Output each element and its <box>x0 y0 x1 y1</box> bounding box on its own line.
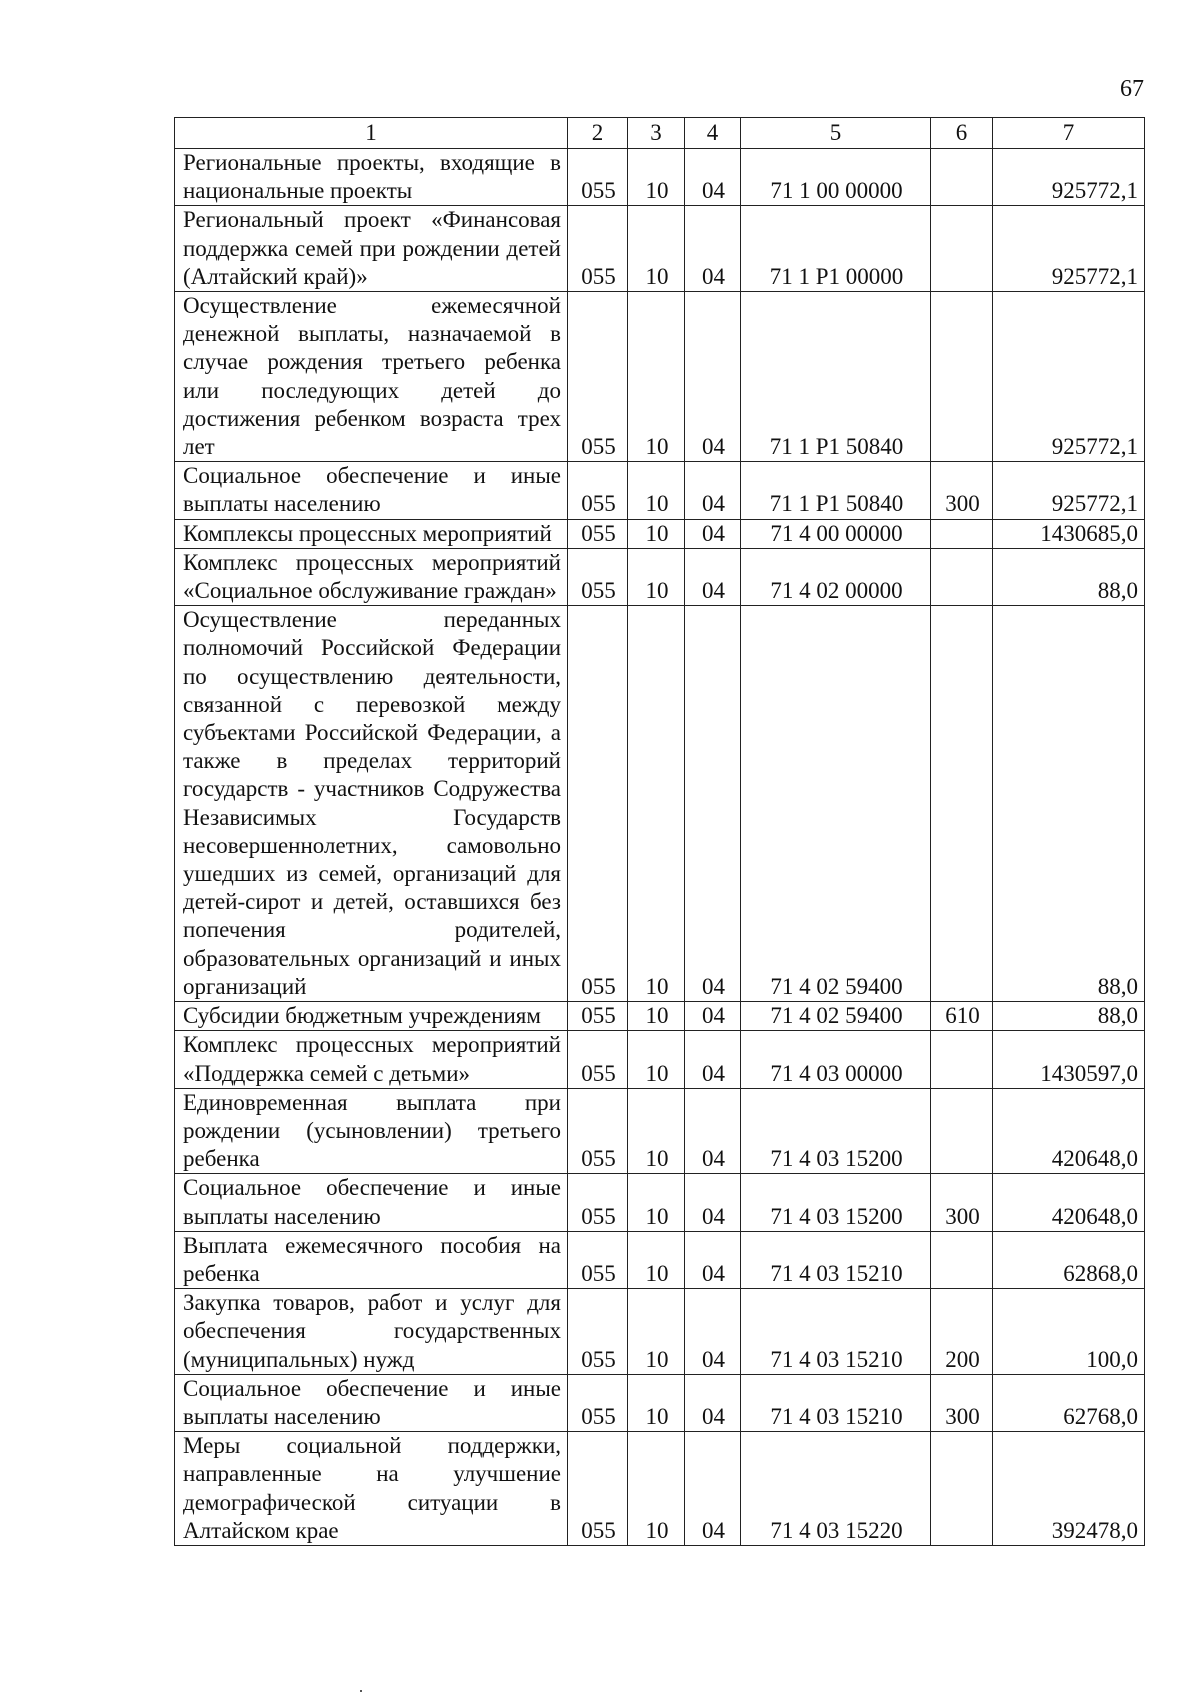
amount: 420648,0 <box>993 1174 1145 1231</box>
expense-type-code <box>931 606 993 1002</box>
target-article-code: 71 1 00 00000 <box>741 149 931 206</box>
target-article-code: 71 4 00 00000 <box>741 519 931 548</box>
section-code: 10 <box>628 1231 685 1288</box>
section-code: 10 <box>628 606 685 1002</box>
amount: 925772,1 <box>993 149 1145 206</box>
column-header: 4 <box>685 118 741 149</box>
table-row <box>175 519 1145 548</box>
ministry-code: 055 <box>568 606 628 1002</box>
ministry-code: 055 <box>568 548 628 605</box>
item-name: Комплекс процессных мероприятий «Поддержка семей с детьми» <box>175 1031 568 1088</box>
column-header: 6 <box>931 118 993 149</box>
table-row <box>175 606 1145 1002</box>
amount: 925772,1 <box>993 206 1145 292</box>
subsection-code: 04 <box>685 149 741 206</box>
amount: 925772,1 <box>993 462 1145 519</box>
section-code: 10 <box>628 1002 685 1031</box>
item-name: Меры социальной поддержки, направленные на улучшение демографической ситуации в Алтайском крае <box>175 1432 568 1546</box>
expense-type-code: 300 <box>931 462 993 519</box>
target-article-code: 71 4 02 59400 <box>741 606 931 1002</box>
ministry-code: 055 <box>568 519 628 548</box>
subsection-code: 04 <box>685 519 741 548</box>
item-name: Выплата ежемесячного пособия на ребенка <box>175 1231 568 1288</box>
amount: 88,0 <box>993 606 1145 1002</box>
target-article-code: 71 1 P1 50840 <box>741 292 931 462</box>
column-header: 1 <box>175 118 568 149</box>
subsection-code: 04 <box>685 1088 741 1174</box>
expense-type-code <box>931 548 993 605</box>
subsection-code: 04 <box>685 462 741 519</box>
ministry-code: 055 <box>568 1088 628 1174</box>
amount: 62868,0 <box>993 1231 1145 1288</box>
budget-table <box>174 117 1145 1546</box>
section-code: 10 <box>628 1031 685 1088</box>
amount: 1430597,0 <box>993 1031 1145 1088</box>
amount: 925772,1 <box>993 292 1145 462</box>
table-row <box>175 1088 1145 1174</box>
ministry-code: 055 <box>568 149 628 206</box>
target-article-code: 71 4 03 15220 <box>741 1432 931 1546</box>
amount: 88,0 <box>993 548 1145 605</box>
section-code: 10 <box>628 1374 685 1431</box>
subsection-code: 04 <box>685 1432 741 1546</box>
ministry-code: 055 <box>568 206 628 292</box>
ministry-code: 055 <box>568 1374 628 1431</box>
section-code: 10 <box>628 149 685 206</box>
ministry-code: 055 <box>568 462 628 519</box>
expense-type-code <box>931 1031 993 1088</box>
expense-type-code: 200 <box>931 1289 993 1375</box>
subsection-code: 04 <box>685 1174 741 1231</box>
expense-type-code <box>931 292 993 462</box>
target-article-code: 71 1 P1 50840 <box>741 462 931 519</box>
target-article-code: 71 4 02 59400 <box>741 1002 931 1031</box>
table-row <box>175 206 1145 292</box>
column-header: 2 <box>568 118 628 149</box>
subsection-code: 04 <box>685 1231 741 1288</box>
table-row <box>175 292 1145 462</box>
section-code: 10 <box>628 206 685 292</box>
expense-type-code: 300 <box>931 1174 993 1231</box>
item-name: Единовременная выплата при рождении (усыновлении) третьего ребенка <box>175 1088 568 1174</box>
subsection-code: 04 <box>685 206 741 292</box>
table-row <box>175 1289 1145 1375</box>
table-row <box>175 1374 1145 1431</box>
section-code: 10 <box>628 548 685 605</box>
target-article-code: 71 4 03 15210 <box>741 1289 931 1375</box>
column-header: 3 <box>628 118 685 149</box>
table-row <box>175 1002 1145 1031</box>
table-row <box>175 1031 1145 1088</box>
target-article-code: 71 4 03 15200 <box>741 1174 931 1231</box>
section-code: 10 <box>628 1174 685 1231</box>
table-row <box>175 1432 1145 1546</box>
table-row <box>175 149 1145 206</box>
expense-type-code <box>931 149 993 206</box>
item-name: Субсидии бюджетным учреждениям <box>175 1002 568 1031</box>
subsection-code: 04 <box>685 1374 741 1431</box>
amount: 420648,0 <box>993 1088 1145 1174</box>
section-code: 10 <box>628 1088 685 1174</box>
column-header: 5 <box>741 118 931 149</box>
amount: 100,0 <box>993 1289 1145 1375</box>
expense-type-code <box>931 1088 993 1174</box>
section-code: 10 <box>628 292 685 462</box>
target-article-code: 71 4 03 15210 <box>741 1231 931 1288</box>
ministry-code: 055 <box>568 1231 628 1288</box>
subsection-code: 04 <box>685 1002 741 1031</box>
table-row <box>175 1231 1145 1288</box>
expense-type-code <box>931 1432 993 1546</box>
target-article-code: 71 1 P1 00000 <box>741 206 931 292</box>
target-article-code: 71 4 03 15210 <box>741 1374 931 1431</box>
section-code: 10 <box>628 462 685 519</box>
ministry-code: 055 <box>568 1432 628 1546</box>
table-row <box>175 462 1145 519</box>
item-name: Социальное обеспечение и иные выплаты населению <box>175 462 568 519</box>
ministry-code: 055 <box>568 1002 628 1031</box>
table-row <box>175 1174 1145 1231</box>
expense-type-code <box>931 206 993 292</box>
subsection-code: 04 <box>685 606 741 1002</box>
ministry-code: 055 <box>568 1174 628 1231</box>
scan-speck <box>360 1690 362 1692</box>
section-code: 10 <box>628 1289 685 1375</box>
expense-type-code <box>931 519 993 548</box>
target-article-code: 71 4 03 15200 <box>741 1088 931 1174</box>
page-number: 67 <box>1120 76 1144 102</box>
subsection-code: 04 <box>685 1289 741 1375</box>
item-name: Социальное обеспечение и иные выплаты населению <box>175 1374 568 1431</box>
expense-type-code: 610 <box>931 1002 993 1031</box>
amount: 1430685,0 <box>993 519 1145 548</box>
amount: 392478,0 <box>993 1432 1145 1546</box>
amount: 88,0 <box>993 1002 1145 1031</box>
item-name: Региональный проект «Финансовая поддержка семей при рождении детей (Алтайский край)» <box>175 206 568 292</box>
item-name: Социальное обеспечение и иные выплаты населению <box>175 1174 568 1231</box>
section-code: 10 <box>628 519 685 548</box>
item-name: Региональные проекты, входящие в национальные проекты <box>175 149 568 206</box>
amount: 62768,0 <box>993 1374 1145 1431</box>
item-name: Осуществление ежемесячной денежной выплаты, назначаемой в случае рождения третьего ребенка или последующих детей до достижения ребенком возраста трех лет <box>175 292 568 462</box>
section-code: 10 <box>628 1432 685 1546</box>
item-name: Осуществление переданных полномочий Российской Федерации по осуществлению деятельности, связанной с перевозкой между субъектами Российской Федерации, а также в пределах территорий государств - участников Содружества Независимых Государств несовершеннолетних, самовольно ушедших из семей, организаций для детей-сирот и детей, оставшихся без попечения родителей, образовательных организаций и иных организаций <box>175 606 568 1002</box>
ministry-code: 055 <box>568 1289 628 1375</box>
subsection-code: 04 <box>685 548 741 605</box>
table-header-row <box>175 118 1145 149</box>
item-name: Комплекс процессных мероприятий «Социальное обслуживание граждан» <box>175 548 568 605</box>
column-header: 7 <box>993 118 1145 149</box>
expense-type-code: 300 <box>931 1374 993 1431</box>
subsection-code: 04 <box>685 1031 741 1088</box>
expense-type-code <box>931 1231 993 1288</box>
target-article-code: 71 4 03 00000 <box>741 1031 931 1088</box>
subsection-code: 04 <box>685 292 741 462</box>
item-name: Комплексы процессных мероприятий <box>175 519 568 548</box>
target-article-code: 71 4 02 00000 <box>741 548 931 605</box>
table-row <box>175 548 1145 605</box>
ministry-code: 055 <box>568 1031 628 1088</box>
ministry-code: 055 <box>568 292 628 462</box>
item-name: Закупка товаров, работ и услуг для обеспечения государственных (муниципальных) нужд <box>175 1289 568 1375</box>
